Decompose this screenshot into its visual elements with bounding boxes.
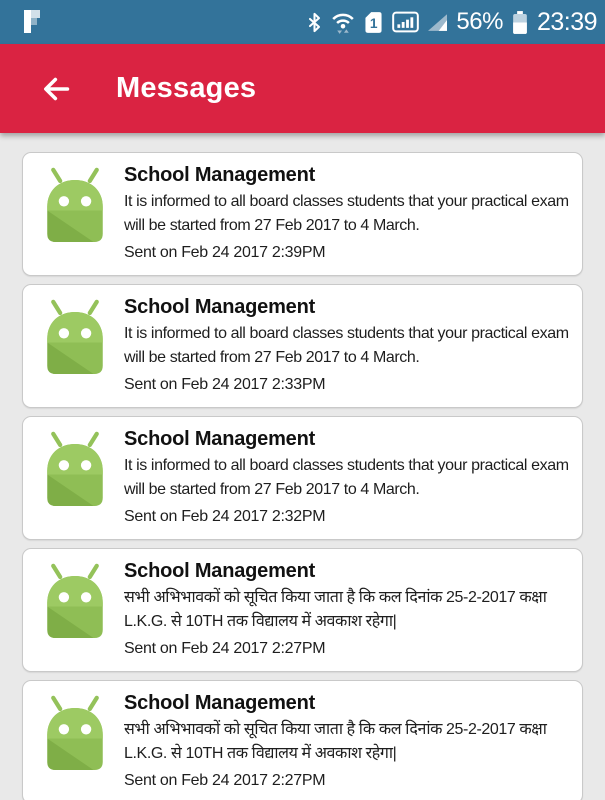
message-sender: School Management [124, 296, 316, 318]
wifi-icon [331, 11, 355, 34]
message-timestamp: Sent on Feb 24 2017 2:32PM [124, 508, 326, 525]
flipboard-notification-icon [24, 10, 48, 34]
message-timestamp: Sent on Feb 24 2017 2:27PM [124, 772, 326, 789]
status-bar [0, 0, 605, 44]
message-card[interactable] [22, 680, 583, 800]
message-sender: School Management [124, 428, 316, 450]
message-body: सभी अभिभावकों को सूचित किया जाता है कि कल दिनांक 25-2-2017 कक्षा L.K.G. से 10TH तक विद्यालय में अवकाश रहेगा| [124, 589, 547, 630]
message-sender: School Management [124, 164, 316, 186]
page-title: Messages [116, 72, 257, 104]
message-timestamp: Sent on Feb 24 2017 2:33PM [124, 376, 326, 393]
message-sender: School Management [124, 560, 316, 582]
message-body: It is informed to all board classes students that your practical exam will be started from 27 Feb 2017 to 4 March. [124, 325, 569, 366]
message-body: It is informed to all board classes students that your practical exam will be started from 27 Feb 2017 to 4 March. [124, 457, 569, 498]
back-button[interactable] [34, 67, 78, 111]
clock: 23:39 [536, 7, 597, 36]
svg-text:1: 1 [370, 15, 378, 31]
android-robot-icon [38, 560, 112, 671]
message-list [0, 133, 605, 800]
network-signal-icon [428, 14, 447, 31]
app-header [0, 44, 605, 133]
mobile-signal-box-icon [392, 11, 419, 33]
message-card[interactable] [22, 284, 583, 408]
sim-card-icon [364, 11, 383, 34]
android-robot-icon [38, 164, 112, 275]
message-card[interactable] [22, 152, 583, 276]
message-card[interactable] [22, 548, 583, 672]
android-robot-icon [38, 692, 112, 800]
arrow-left-icon [40, 75, 72, 103]
message-body: It is informed to all board classes students that your practical exam will be started from 27 Feb 2017 to 4 March. [124, 193, 569, 234]
message-sender: School Management [124, 692, 316, 714]
message-timestamp: Sent on Feb 24 2017 2:39PM [124, 244, 326, 261]
battery-icon [512, 11, 528, 34]
message-timestamp: Sent on Feb 24 2017 2:27PM [124, 640, 326, 657]
bluetooth-icon [307, 12, 322, 33]
android-robot-icon [38, 428, 112, 539]
message-body: सभी अभिभावकों को सूचित किया जाता है कि कल दिनांक 25-2-2017 कक्षा L.K.G. से 10TH तक विद्यालय में अवकाश रहेगा| [124, 721, 547, 762]
android-robot-icon [38, 296, 112, 407]
message-card[interactable] [22, 416, 583, 540]
battery-percent: 56% [456, 8, 503, 35]
